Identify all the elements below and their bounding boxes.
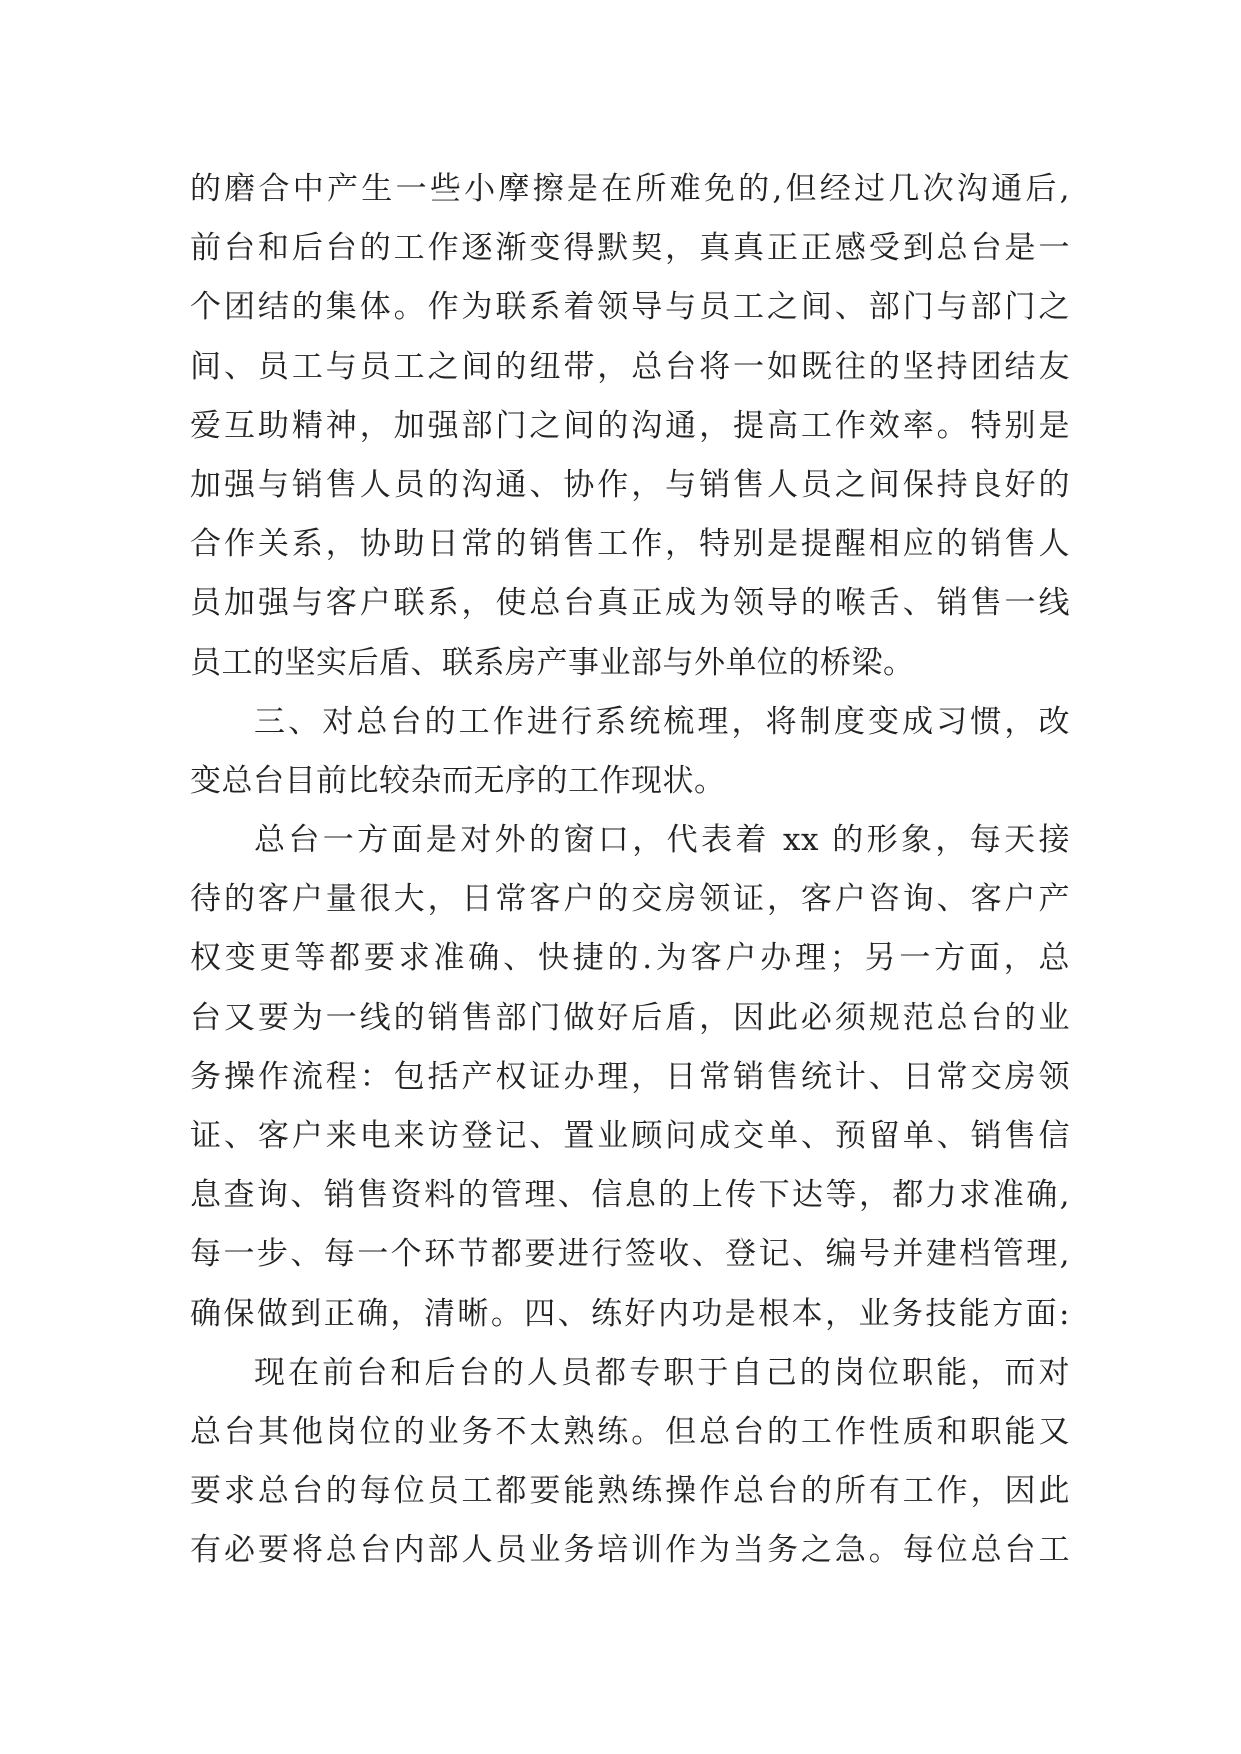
text-line: 间、员工与员工之间的纽带，总台将一如既往的坚持团结友 [190,348,1070,385]
text-line: 合作关系，协助日常的销售工作，特别是提醒相应的销售人 [190,526,1070,563]
text-line: 爱互助精神，加强部门之间的沟通，提高工作效率。特别是 [190,407,1070,444]
text-line: 三、对总台的工作进行系统梳理，将制度变成习惯，改 [254,703,1070,740]
text-line: 加强与销售人员的沟通、协作，与销售人员之间保持良好的 [190,466,1070,503]
text-line: 现在前台和后台的人员都专职于自己的岗位职能，而对 [254,1354,1070,1391]
text-line: 每一步、每一个环节都要进行签收、登记、编号并建档管理, [190,1236,1070,1273]
text-line: 变总台目前比较杂而无序的工作现状。 [190,762,726,799]
text-line: 权变更等都要求准确、快捷的.为客户办理；另一方面，总 [190,940,1070,977]
text-line: 确保做到正确，清晰。四、练好内功是根本，业务技能方面: [190,1295,1070,1332]
text-line: 总台一方面是对外的窗口，代表着 xx 的形象，每天接 [254,822,1070,859]
text-line: 台又要为一线的销售部门做好后盾，因此必须规范总台的业 [190,999,1070,1036]
document-body [190,160,1070,1581]
text-line: 总台其他岗位的业务不太熟练。但总台的工作性质和职能又 [190,1413,1070,1450]
text-line: 待的客户量很大，日常客户的交房领证，客户咨询、客户产 [190,881,1070,918]
text-line: 息查询、销售资料的管理、信息的上传下达等，都力求准确, [190,1177,1070,1214]
text-line: 有必要将总台内部人员业务培训作为当务之急。每位总台工 [190,1532,1070,1569]
text-line: 要求总台的每位员工都要能熟练操作总台的所有工作，因此 [190,1473,1070,1510]
text-line: 前台和后台的工作逐渐变得默契，真真正正感受到总台是一 [190,230,1070,267]
text-line: 证、客户来电来访登记、置业顾问成交单、预留单、销售信 [190,1118,1070,1154]
text-line: 务操作流程：包括产权证办理，日常销售统计、日常交房领 [190,1058,1070,1095]
text-line: 员加强与客户联系，使总台真正成为领导的喉舌、销售一线 [190,585,1070,622]
text-line: 的磨合中产生一些小摩擦是在所难免的,但经过几次沟通后, [190,171,1070,207]
text-line: 员工的坚实后盾、联系房产事业部与外单位的桥梁。 [190,644,915,681]
text-line: 个团结的集体。作为联系着领导与员工之间、部门与部门之 [190,289,1070,326]
